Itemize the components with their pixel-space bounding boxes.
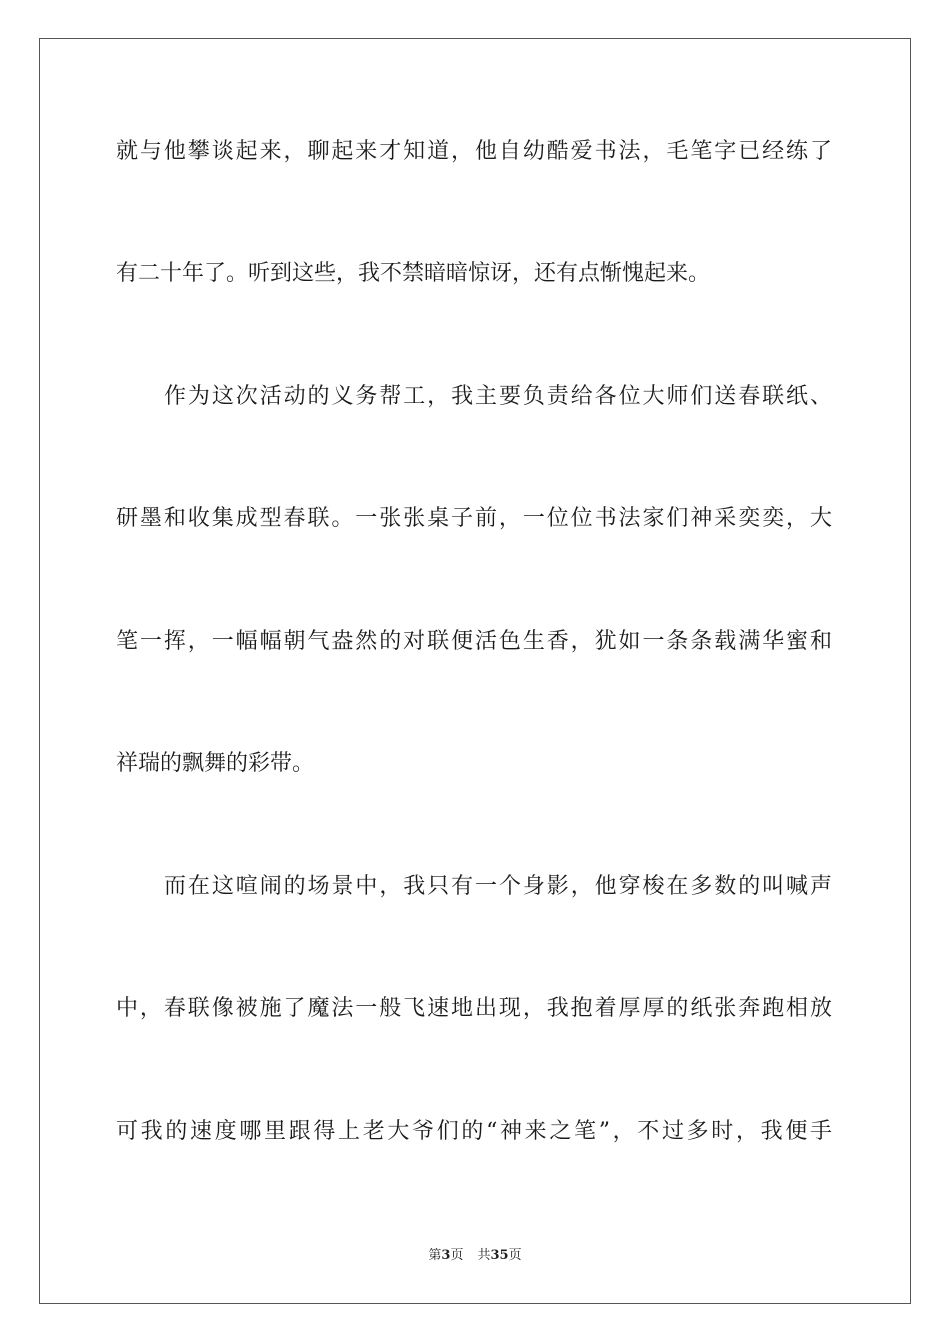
paragraph-line-6: 祥瑞的飘舞的彩带。 <box>116 751 315 776</box>
paragraph-line-4: 研墨和收集成型春联。一张张桌子前，一位位书法家们神采奕奕，大 <box>116 506 832 531</box>
page-suffix: 页 <box>450 1248 464 1263</box>
page-prefix: 第 <box>428 1248 442 1263</box>
total-prefix: 共 <box>477 1248 491 1263</box>
total-suffix: 页 <box>508 1248 522 1263</box>
paragraph-line-7: 而在这喧闹的场景中，我只有一个身影，他穿梭在多数的叫喊声 <box>164 874 832 899</box>
page-footer <box>0 1247 950 1265</box>
total-pages: 35 <box>490 1248 509 1263</box>
page-number: 3 <box>441 1248 451 1263</box>
paragraph-line-3: 作为这次活动的义务帮工，我主要负责给各位大师们送春联纸、 <box>164 384 832 409</box>
paragraph-line-1: 就与他攀谈起来，聊起来才知道，他自幼酷爱书法，毛笔字已经练了 <box>116 139 832 164</box>
paragraph-line-2: 有二十年了。听到这些，我不禁暗暗惊讶，还有点惭愧起来。 <box>116 261 711 286</box>
page-border <box>39 38 911 1304</box>
paragraph-line-5: 笔一挥，一幅幅朝气盎然的对联便活色生香，犹如一条条载满华蜜和 <box>116 629 832 654</box>
paragraph-line-9: 可我的速度哪里跟得上老大爷们的“神来之笔”，不过多时，我便手 <box>116 1119 832 1144</box>
paragraph-line-8: 中，春联像被施了魔法一般飞速地出现，我抱着厚厚的纸张奔跑相放 <box>116 996 832 1021</box>
